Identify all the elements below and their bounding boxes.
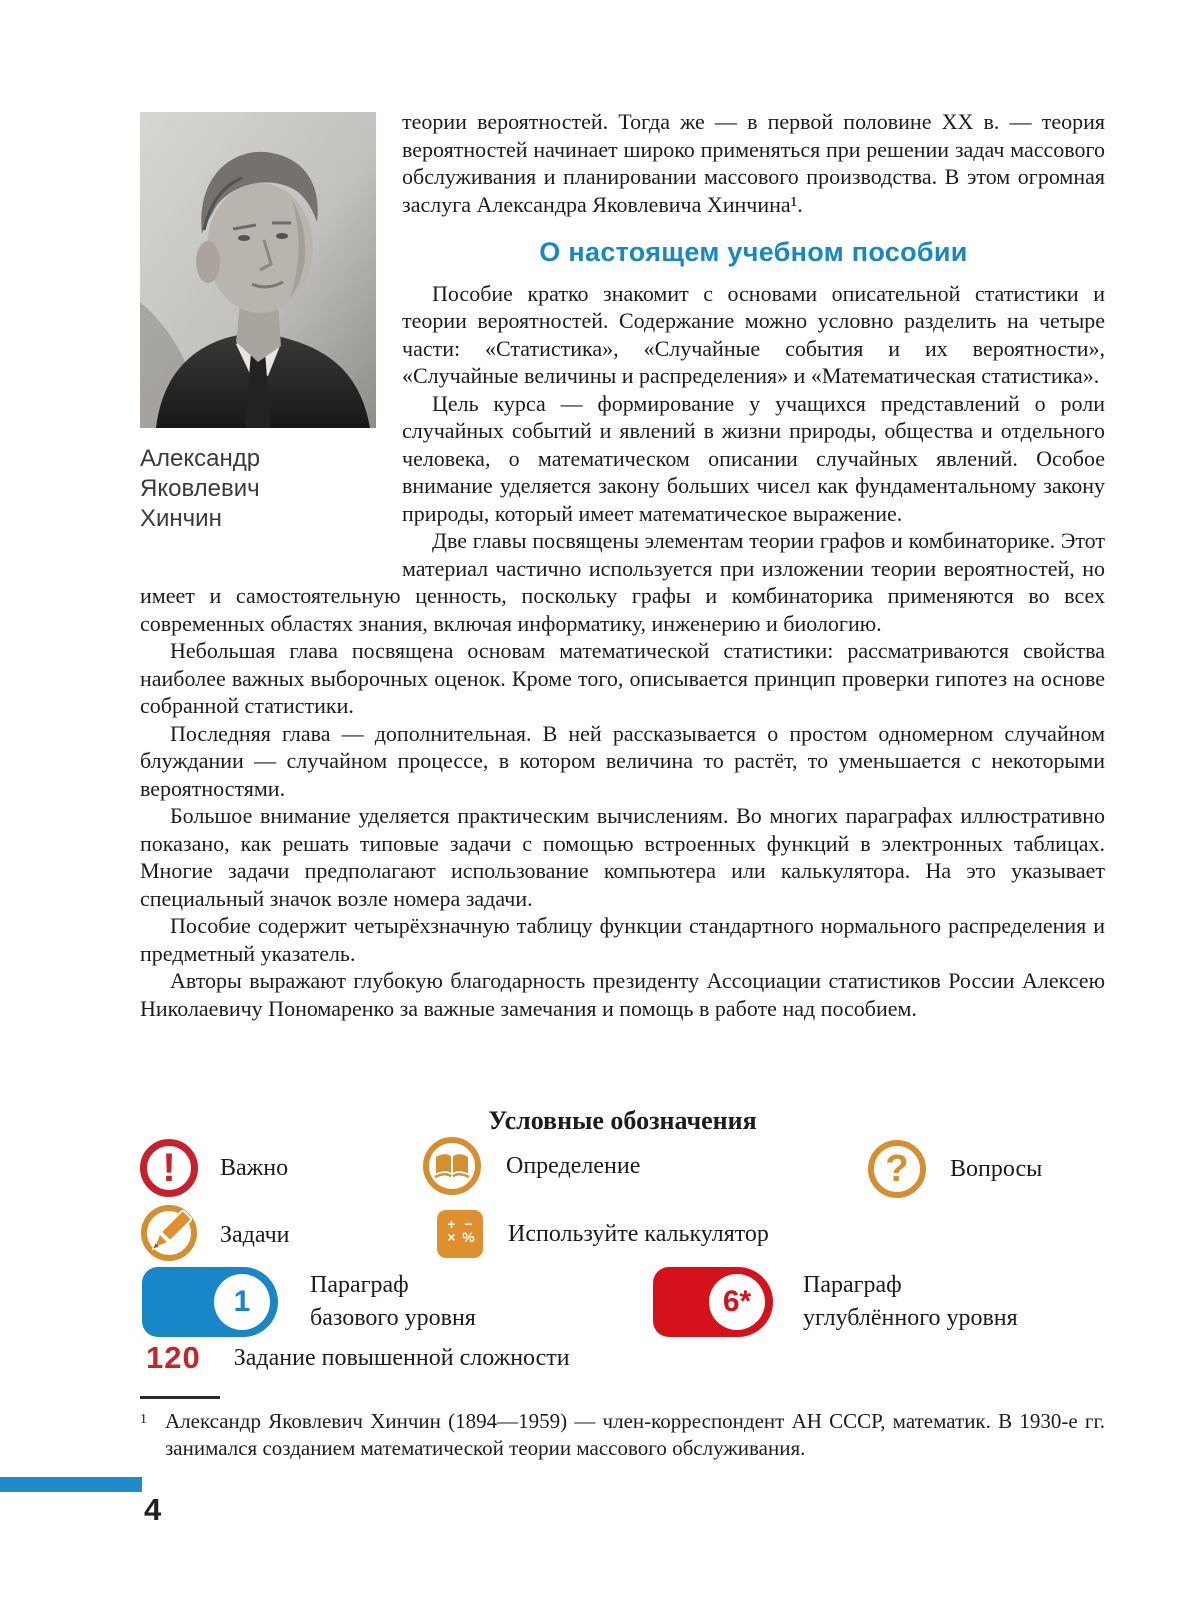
portrait-photo bbox=[140, 112, 376, 428]
calc-divide: % bbox=[462, 1229, 475, 1245]
legend-item-advanced-level bbox=[653, 1267, 1018, 1337]
portrait-caption-line2: Хинчин bbox=[140, 505, 222, 532]
legend-label: Используйте калькулятор bbox=[508, 1220, 769, 1247]
legend-label: Вопросы bbox=[950, 1155, 1043, 1182]
paragraph: Пособие кратко знакомит с основами описательной статистики и теории вероятностей. Содержание можно условно разделить на четыре части: «Статистика», «Случайные события и их вероятности», «Случайные величины и распределения» и «Математическая статистика». bbox=[402, 280, 1105, 388]
calc-multiply: × bbox=[447, 1229, 456, 1245]
footnote bbox=[140, 1408, 1105, 1462]
advanced-level-badge bbox=[653, 1267, 773, 1337]
paragraph: Две главы посвящены элементам теории графов и комбинаторике. Этот материал частично используется при изложении теории вероятностей, но имеет и самостоятельную ценность, поскольку графы и комбинаторика применяются во всех современных областях знания, включая информатику, инженерию и биологию. bbox=[140, 528, 1105, 636]
calc-minus: − bbox=[464, 1216, 473, 1232]
legend-label: Важно bbox=[220, 1154, 289, 1181]
pencil-glyph bbox=[140, 1204, 198, 1262]
footer-accent-bar bbox=[0, 1477, 142, 1492]
legend-label: Задание повышенной сложности bbox=[233, 1344, 570, 1371]
calc-plus: + bbox=[447, 1216, 456, 1232]
page-number: 4 bbox=[144, 1492, 162, 1527]
basic-level-badge bbox=[142, 1267, 278, 1337]
legend-item-important bbox=[140, 1139, 288, 1197]
level-label-line1: Параграф bbox=[803, 1272, 902, 1298]
level-label-line2: углублённого уровня bbox=[803, 1305, 1018, 1331]
footnote-marker: 1 bbox=[140, 1412, 147, 1427]
portrait-block bbox=[140, 112, 376, 534]
legend-item-calculator bbox=[437, 1210, 769, 1258]
paragraph: Последняя глава — дополнительная. В ней рассказывается о простом одномерном случайном блуждании — случайном процессе, в котором величина то растёт, то уменьшается с некоторыми вероятностями. bbox=[140, 720, 1105, 801]
level-label-line2: базового уровня bbox=[310, 1305, 476, 1331]
question-circle-icon: ? bbox=[868, 1140, 926, 1198]
pencil-circle-icon bbox=[140, 1204, 198, 1267]
paragraph: Пособие содержит четырёхзначную таблицу функции стандартного нормального распределения и предметный указатель. bbox=[140, 913, 1105, 966]
portrait-caption bbox=[140, 444, 376, 534]
level-label-line1: Параграф bbox=[310, 1272, 409, 1298]
paragraph: Авторы выражают глубокую благодарность президенту Ассоциации статистиков России Алексею Николаевичу Пономаренко за важные замечания и помощь в работе над пособием. bbox=[140, 968, 1105, 1021]
open-book-circle-icon bbox=[423, 1137, 481, 1195]
paragraph: Небольшая глава посвящена основам математической статистики: рассматриваются свойства наиболее важных выборочных оценок. Кроме того, описывается принцип проверки гипотез на основе собранной статистики. bbox=[140, 638, 1105, 718]
legend-item-hard-task bbox=[146, 1340, 570, 1376]
calculator-keys bbox=[443, 1218, 477, 1244]
paragraph: Цель курса — формирование у учащихся представлений о роли случайных событий и явлений в жизни природы, общества и отдельного человека, о математическом описании случайных явлений. Особое внимание уделяется закону больших чисел как фундаментальному закону природы, который имеет математическое выражение. bbox=[402, 390, 1105, 526]
hard-task-number: 120 bbox=[146, 1340, 201, 1375]
open-book-glyph bbox=[434, 1152, 470, 1180]
legend-item-basic-level bbox=[142, 1267, 476, 1337]
legend-label bbox=[803, 1269, 1018, 1335]
section-heading: О настоящем учебном пособии bbox=[539, 237, 968, 267]
advanced-level-number: 6* bbox=[709, 1274, 765, 1330]
legend-heading: Условные обозначения bbox=[488, 1106, 757, 1135]
basic-level-number: 1 bbox=[214, 1274, 270, 1330]
footnote-text: Александр Яковлевич Хинчин (1894—1959) — член-корреспондент АН СССР, математик. В 1930-е гг. занимался созданием математической теории массового обслуживания. bbox=[165, 1409, 1105, 1460]
legend-label: Определение bbox=[506, 1152, 641, 1179]
footnote-rule bbox=[140, 1396, 220, 1399]
paragraph-continued: теории вероятностей. Тогда же — в первой половине XX в. — теория вероятностей начинает широко применяться при решении задач массового обслуживания и планировании массового производства. В этом огромная заслуга Александра Яковлевича Хинчина¹. bbox=[402, 109, 1105, 217]
legend-label: Задачи bbox=[220, 1222, 290, 1248]
portrait-caption-line1: Александр Яковлевич bbox=[140, 445, 261, 502]
legend-label bbox=[310, 1269, 476, 1335]
legend-item-definition bbox=[423, 1137, 640, 1195]
paragraph: Большое внимание уделяется практическим вычислениям. Во многих параграфах иллюстративно показано, как решать типовые задачи с помощью встроенных функций в электронных таблицах. Многие задачи предполагают использование компьютера или калькулятора. На это указывает специальный значок возле номера задачи. bbox=[140, 803, 1105, 911]
legend-item-questions bbox=[868, 1140, 1042, 1198]
legend-item-tasks bbox=[140, 1204, 290, 1267]
article-body bbox=[140, 108, 1105, 1022]
calculator-icon bbox=[437, 1210, 483, 1258]
exclamation-circle-icon: ! bbox=[140, 1139, 198, 1197]
